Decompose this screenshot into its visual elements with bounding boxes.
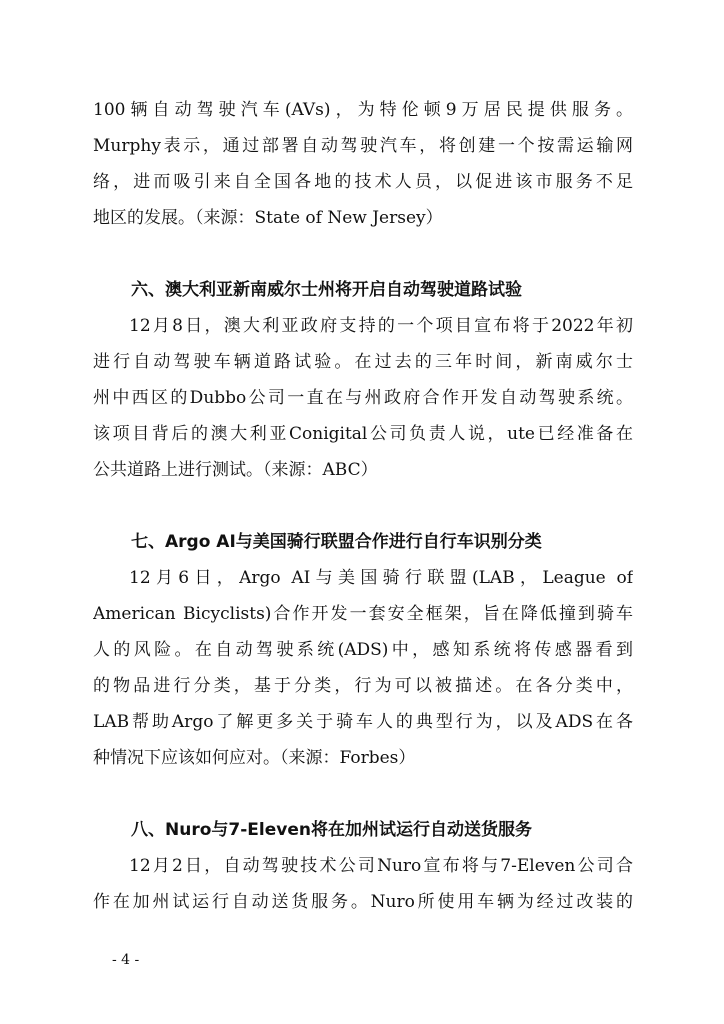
paragraph-line: 100辆自动驾驶汽车(AVs)，为特伦顿9万居民提供服务。 <box>93 100 633 120</box>
spacer <box>93 776 633 812</box>
paragraph-line: 作在加州试运行自动送货服务。Nuro所使用车辆为经过改装的 <box>93 892 633 912</box>
paragraph-line: LAB帮助Argo了解更多关于骑车人的典型行为，以及ADS在各 <box>93 712 633 732</box>
section-nuro <box>93 812 633 920</box>
spacer <box>93 488 633 524</box>
paragraph-line: 12月2日，自动驾驶技术公司Nuro宣布将与7-Eleven公司合 <box>129 856 633 876</box>
intro-paragraph <box>93 92 633 236</box>
paragraph-line: Murphy表示，通过部署自动驾驶汽车，将创建一个按需运输网 <box>93 136 633 156</box>
paragraph-line: 人的风险。在自动驾驶系统(ADS)中，感知系统将传感器看到 <box>93 640 633 660</box>
paragraph-line: 12月6日，Argo AI与美国骑行联盟(LAB，League of <box>129 568 633 588</box>
paragraph-line: 络，进而吸引来自全国各地的技术人员，以促进该市服务不足 <box>93 172 633 192</box>
section-argo-ai <box>93 524 633 776</box>
section-australia <box>93 272 633 488</box>
paragraph-line: 公共道路上进行测试。（来源：ABC） <box>93 460 378 480</box>
paragraph-line: 地区的发展。（来源：State of New Jersey） <box>93 208 443 228</box>
section-heading: 六、澳大利亚新南威尔士州将开启自动驾驶道路试验 <box>131 280 522 300</box>
paragraph-line: 进行自动驾驶车辆道路试验。在过去的三年时间，新南威尔士 <box>93 352 633 372</box>
paragraph-line: 州中西区的Dubbo公司一直在与州政府合作开发自动驾驶系统。 <box>93 388 633 408</box>
section-heading: 八、Nuro与7-Eleven将在加州试运行自动送货服务 <box>131 820 532 840</box>
page-number: - 4 - <box>112 952 140 968</box>
paragraph-line: American Bicyclists)合作开发一套安全框架，旨在降低撞到骑车 <box>93 604 633 624</box>
paragraph-line: 种情况下应该如何应对。（来源：Forbes） <box>93 748 416 768</box>
section-heading: 七、Argo AI与美国骑行联盟合作进行自行车识别分类 <box>131 532 542 552</box>
spacer <box>93 236 633 272</box>
paragraph-line: 的物品进行分类，基于分类，行为可以被描述。在各分类中， <box>93 676 633 696</box>
paragraph-line: 该项目背后的澳大利亚Conigital公司负责人说，ute已经准备在 <box>93 424 633 444</box>
document-page <box>93 92 633 920</box>
paragraph-line: 12月8日，澳大利亚政府支持的一个项目宣布将于2022年初 <box>129 316 633 336</box>
